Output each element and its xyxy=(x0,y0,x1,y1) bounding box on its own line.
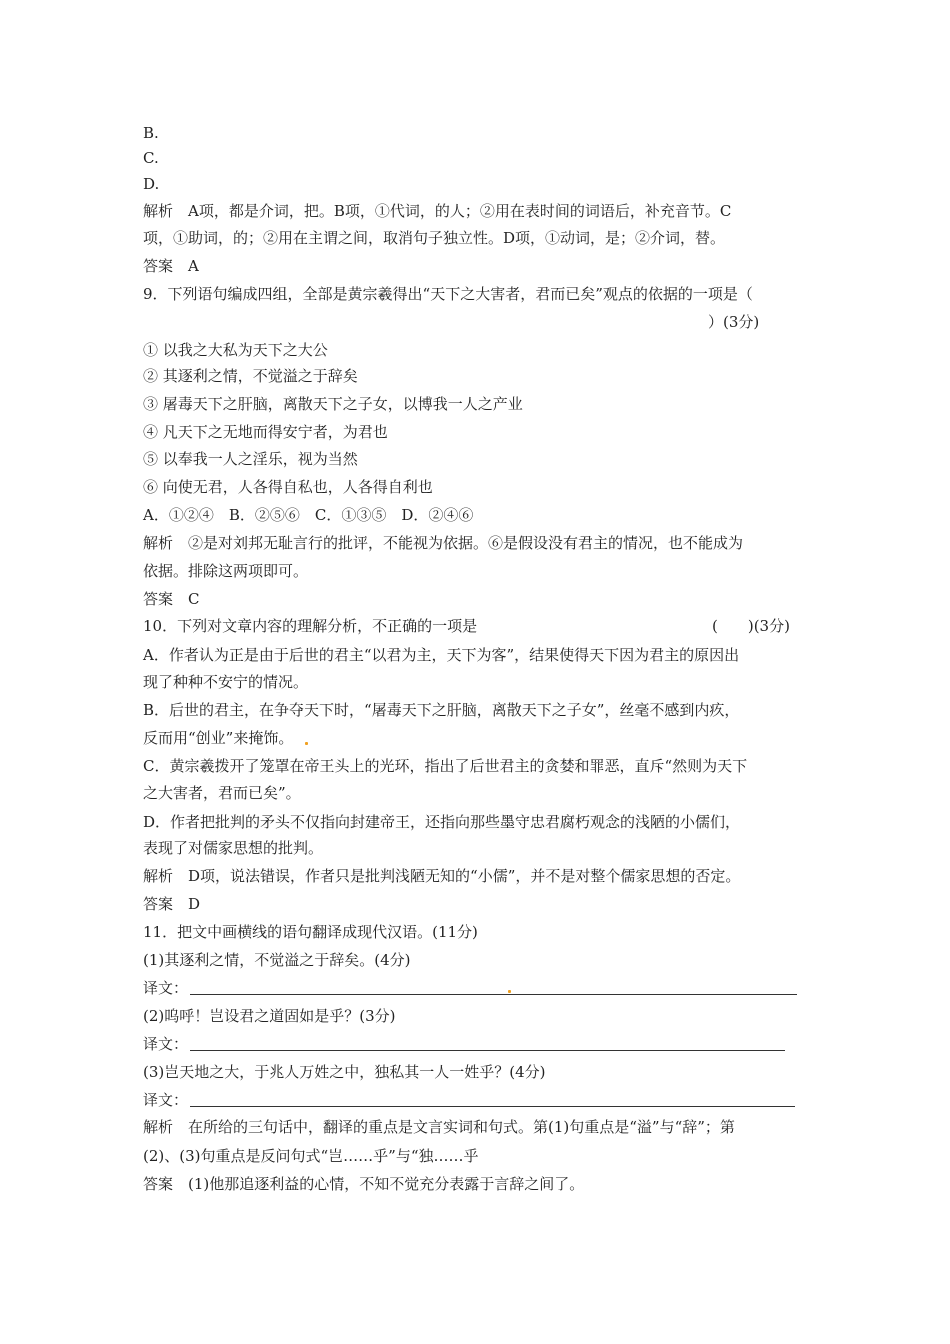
q9-item-3: ③ 屠毒天下之肝脑，离散天下之子女，以博我一人之产业 xyxy=(143,395,523,413)
q10-d-line1: D．作者把批判的矛头不仅指向封建帝王，还指向那些墨守忠君腐朽观念的浅陋的小儒们， xyxy=(143,813,741,831)
q9-item-5: ⑤ 以奉我一人之淫乐，视为当然 xyxy=(143,450,358,468)
q10-answer: 答案 D xyxy=(143,895,201,913)
q10-b-line2: 反而用“创业”来掩饰。 xyxy=(143,729,294,747)
q11-stem: 11．把文中画横线的语句翻译成现代汉语。(11分) xyxy=(143,923,478,941)
q9-item-6: ⑥ 向使无君，人各得自私也，人各得自利也 xyxy=(143,478,433,496)
q10-analysis: 解析 D项，说法错误，作者只是批判浅陋无知的“小儒”，并不是对整个儒家思想的否定。 xyxy=(143,867,741,885)
q9-analysis-line1: 解析 ②是对刘邦无耻言行的批评，不能视为依据。⑥是假设没有君主的情况，也不能成为 xyxy=(143,534,744,552)
q11-sentence-3: (3)岂天地之大，于兆人万姓之中，独私其一人一姓乎？(4分) xyxy=(143,1063,546,1081)
q9-item-2: ② 其逐利之情，不觉溢之于辞矣 xyxy=(143,367,358,385)
translation-blank-1[interactable] xyxy=(190,994,797,995)
q8-analysis-line1: 解析 A项，都是介词，把。B项，①代词，的人；②用在表时间的词语后，补充音节。C xyxy=(143,202,732,220)
q11-translation-label-2: 译文： xyxy=(143,1035,189,1053)
option-c: C. xyxy=(143,149,159,167)
q11-analysis-line2: (2)、(3)句重点是反问句式“岂……乎”与“独……乎 xyxy=(143,1147,479,1165)
q9-item-1: ① 以我之大私为天下之大公 xyxy=(143,341,328,359)
stray-mark xyxy=(305,742,308,745)
q11-analysis-line1: 解析 在所给的三句话中，翻译的重点是文言实词和句式。第(1)句重点是“溢”与“辞”；第 xyxy=(143,1118,735,1136)
q11-sentence-1: (1)其逐利之情，不觉溢之于辞矣。(4分) xyxy=(143,951,411,969)
q10-a-line1: A．作者认为正是由于后世的君主“以君为主，天下为客”，结果使得天下因为君主的原因出 xyxy=(143,646,740,664)
stray-mark xyxy=(508,990,511,993)
q9-stem-score: ）(3分) xyxy=(708,313,760,331)
q9-stem: 9．下列语句编成四组，全部是黄宗羲得出“天下之大害者，君而已矣”观点的依据的一项是（ xyxy=(143,285,753,303)
translation-blank-3[interactable] xyxy=(190,1106,795,1107)
q10-d-line2: 表现了对儒家思想的批判。 xyxy=(143,839,324,857)
q10-b-line1: B．后世的君主，在争夺天下时，“屠毒天下之肝脑，离散天下之子女”，丝毫不感到内疚， xyxy=(143,701,740,719)
q11-translation-label-1: 译文： xyxy=(143,979,189,997)
q9-analysis-line2: 依据。排除这两项即可。 xyxy=(143,562,309,580)
q11-sentence-2: (2)呜呼！岂设君之道固如是乎？(3分) xyxy=(143,1007,396,1025)
q9-answer: 答案 C xyxy=(143,590,200,608)
q10-score: ( )(3分) xyxy=(712,617,790,635)
translation-blank-2[interactable] xyxy=(190,1050,785,1051)
option-d: D. xyxy=(143,175,160,193)
q11-translation-label-3: 译文： xyxy=(143,1091,189,1109)
q10-c-line2: 之大害者，君而已矣”。 xyxy=(143,784,301,802)
option-b: B. xyxy=(143,124,159,142)
q9-item-4: ④ 凡天下之无地而得安宁者，为君也 xyxy=(143,423,388,441)
q9-options: A．①②④ B．②⑤⑥ C．①③⑤ D．②④⑥ xyxy=(143,506,474,524)
q10-stem: 10．下列对文章内容的理解分析，不正确的一项是 xyxy=(143,617,478,635)
q8-analysis-line2: 项，①助词，的；②用在主谓之间，取消句子独立性。D项，①动词，是；②介词，替。 xyxy=(143,229,726,247)
q10-c-line1: C．黄宗羲拨开了笼罩在帝王头上的光环，指出了后世君主的贪婪和罪恶，直斥“然则为天下 xyxy=(143,757,748,775)
q8-answer: 答案 A xyxy=(143,257,199,275)
q10-a-line2: 现了种种不安宁的情况。 xyxy=(143,673,309,691)
q11-answer: 答案 (1)他那追逐利益的心情，不知不觉充分表露于言辞之间了。 xyxy=(143,1175,585,1193)
